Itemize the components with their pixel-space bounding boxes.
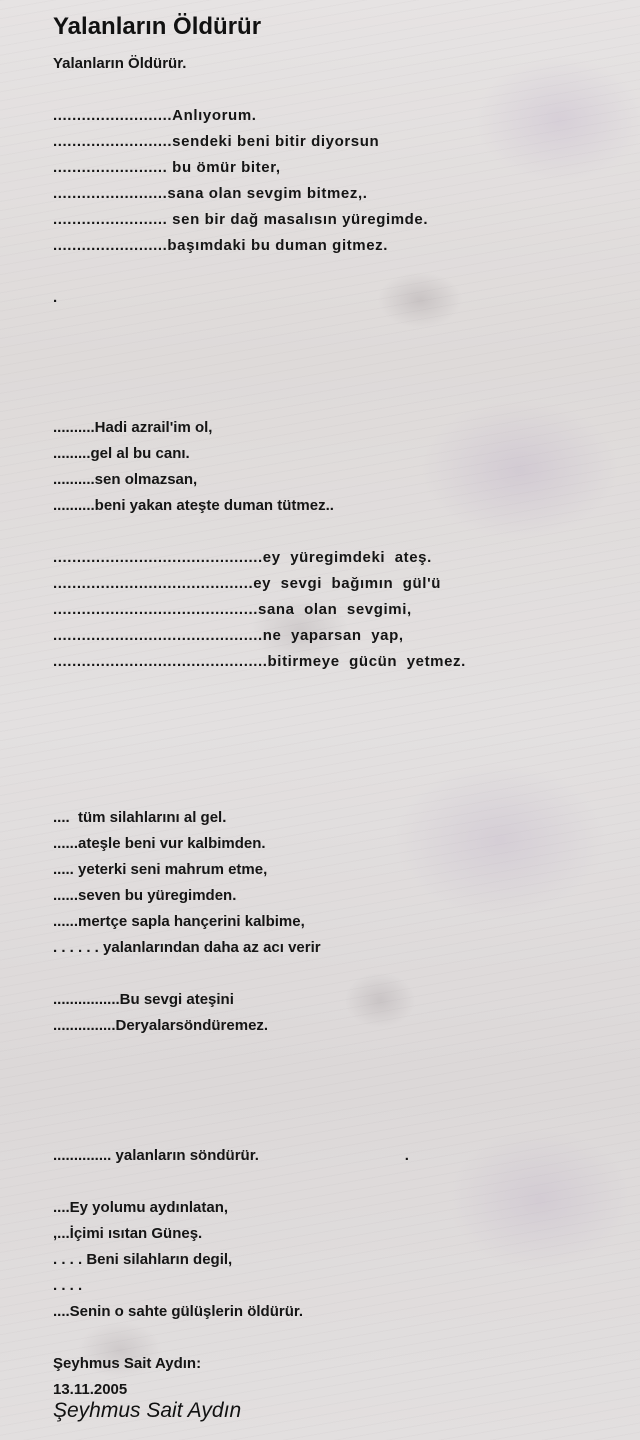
stanza-4 [53, 805, 593, 961]
poem-line: ..........Hadi azrail'im ol, [53, 419, 213, 436]
poem-dot-line: . [53, 289, 58, 306]
stanza-7 [53, 1195, 593, 1325]
poem-line: .........................sendeki beni bitir diyorsun [53, 133, 380, 150]
stanza-2 [53, 415, 593, 519]
poem-line: ............................................ey yüregimdeki ateş. [53, 549, 432, 566]
stanza-1 [53, 103, 593, 259]
poem-line: ,...İçimi ısıtan Güneş. [53, 1225, 203, 1242]
poem-date: 13.11.2005 [53, 1381, 128, 1398]
poem-line: ........................ bu ömür biter, [53, 159, 281, 176]
author-signature: Şeyhmus Sait Aydın [53, 1399, 242, 1422]
poem-line: ................Bu sevgi ateşini [53, 991, 234, 1008]
poem-line: . . . . . . yalanlarından daha az acı verir [53, 939, 321, 956]
poem-body [53, 51, 593, 1403]
poem-line: .........................Anlıyorum. [53, 107, 257, 124]
poem-line: ........................ sen bir dağ masalısın yüregimde. [53, 211, 429, 228]
poem-line: ..........................................ey sevgi bağımın gül'ü [53, 575, 442, 592]
poem-subtitle: Yalanların Öldürür. [53, 55, 187, 72]
poem-line: ........................başımdaki bu duman gitmez. [53, 237, 389, 254]
poem-line: .............. yalanların söndürür. . [53, 1147, 409, 1164]
poem-line: ...........................................sana olan sevgimi, [53, 601, 412, 618]
page-title: Yalanların Öldürür [53, 13, 262, 40]
poem-line: ............................................ne yaparsan yap, [53, 627, 404, 644]
stanza-5 [53, 987, 593, 1039]
poem-line: .... tüm silahlarını al gel. [53, 809, 227, 826]
author-line: Şeyhmus Sait Aydın: [53, 1355, 202, 1372]
poem-line: ......seven bu yüregimden. [53, 887, 237, 904]
poem-line: ..... yeterki seni mahrum etme, [53, 861, 268, 878]
poem-line: . . . . [53, 1277, 83, 1294]
poem-line: .........gel al bu canı. [53, 445, 190, 462]
poem-line: ....Senin o sahte gülüşlerin öldürür. [53, 1303, 304, 1320]
stanza-6 [53, 1143, 593, 1169]
poem-line: ......ateşle beni vur kalbimden. [53, 835, 266, 852]
poem-line: ..........beni yakan ateşte duman tütmez.. [53, 497, 334, 514]
stanza-3 [53, 545, 593, 675]
poem-line: .............................................bitirmeye gücün yetmez. [53, 653, 466, 670]
poem-line: ..........sen olmazsan, [53, 471, 198, 488]
poem-line: ........................sana olan sevgim bitmez,. [53, 185, 368, 202]
poem-line: . . . . Beni silahların degil, [53, 1251, 233, 1268]
poem-line: ....Ey yolumu aydınlatan, [53, 1199, 229, 1216]
poem-line: ......mertçe sapla hançerini kalbime, [53, 913, 305, 930]
poem-line: ...............Deryalarsöndüremez. [53, 1017, 269, 1034]
